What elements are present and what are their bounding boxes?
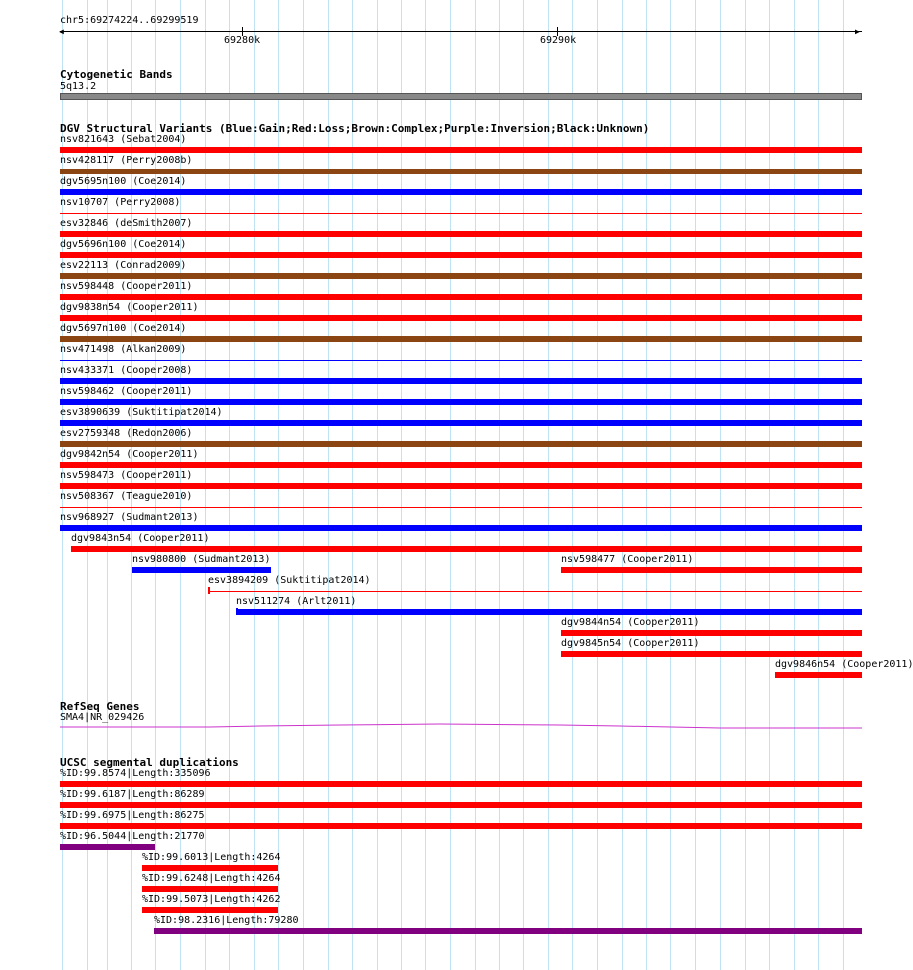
variant-bar[interactable] — [60, 420, 862, 426]
variant-bar[interactable] — [60, 483, 862, 489]
variant-bar[interactable] — [60, 315, 862, 321]
gene-label[interactable]: SMA4|NR_029426 — [60, 712, 145, 723]
variant-label[interactable]: nsv508367 (Teague2010) — [60, 491, 193, 502]
variant-label[interactable]: nsv968927 (Sudmant2013) — [60, 512, 199, 523]
segdup-bar[interactable] — [60, 802, 862, 808]
variant-label[interactable]: dgv9843n54 (Cooper2011) — [71, 533, 210, 544]
variant-label[interactable]: dgv5695n100 (Coe2014) — [60, 176, 187, 187]
variant-bar[interactable] — [132, 567, 271, 573]
variant-bar[interactable] — [60, 525, 862, 531]
locus-label: chr5:69274224..69299519 — [60, 15, 199, 26]
variant-bar[interactable] — [60, 147, 862, 153]
variant-label[interactable]: dgv5696n100 (Coe2014) — [60, 239, 187, 250]
variant-label[interactable]: nsv10707 (Perry2008) — [60, 197, 181, 208]
variant-bar[interactable] — [60, 399, 862, 405]
variant-bar[interactable] — [60, 273, 862, 279]
variant-label[interactable]: nsv980800 (Sudmant2013) — [132, 554, 271, 565]
variant-label[interactable]: esv3894209 (Suktitipat2014) — [208, 575, 371, 586]
variant-bar[interactable] — [60, 231, 862, 237]
variant-label[interactable]: nsv433371 (Cooper2008) — [60, 365, 193, 376]
variant-label[interactable]: dgv9846n54 (Cooper2011) — [775, 659, 913, 670]
track-title-dgv: DGV Structural Variants (Blue:Gain;Red:Loss;Brown:Complex;Purple:Inversion;Black:Unknown) — [60, 122, 650, 135]
variant-bar[interactable] — [208, 591, 862, 592]
variant-label[interactable]: dgv9838n54 (Cooper2011) — [60, 302, 199, 313]
variant-label[interactable]: esv3890639 (Suktitipat2014) — [60, 407, 223, 418]
segdup-label[interactable]: %ID:99.6187|Length:86289 — [60, 789, 205, 800]
track-title-refseq: RefSeq Genes — [60, 700, 140, 713]
variant-label[interactable]: dgv9844n54 (Cooper2011) — [561, 617, 700, 628]
variant-bar[interactable] — [71, 546, 862, 552]
variant-bar[interactable] — [60, 441, 862, 447]
variant-bar[interactable] — [60, 336, 862, 342]
segdup-bar[interactable] — [142, 865, 278, 871]
ruler-axis — [60, 31, 862, 32]
segdup-bar[interactable] — [60, 823, 862, 829]
variant-label[interactable]: dgv9842n54 (Cooper2011) — [60, 449, 199, 460]
cytoband-bar[interactable] — [60, 93, 862, 100]
gene-model[interactable] — [60, 720, 862, 734]
ruler-tick-label: 69290k — [540, 35, 577, 46]
variant-bar-endcap — [236, 608, 238, 615]
variant-bar[interactable] — [561, 567, 862, 573]
variant-label[interactable]: nsv511274 (Arlt2011) — [236, 596, 357, 607]
ruler-right-arrow-icon[interactable]: ▶ — [855, 27, 860, 36]
segdup-bar[interactable] — [60, 844, 155, 850]
variant-bar[interactable] — [561, 651, 862, 657]
segdup-label[interactable]: %ID:99.8574|Length:335096 — [60, 768, 211, 779]
segdup-label[interactable]: %ID:99.6975|Length:86275 — [60, 810, 205, 821]
variant-bar[interactable] — [60, 507, 862, 508]
segdup-label[interactable]: %ID:96.5044|Length:21770 — [60, 831, 205, 842]
variant-bar[interactable] — [236, 609, 862, 615]
variant-label[interactable]: nsv428117 (Perry2008b) — [60, 155, 193, 166]
segdup-label[interactable]: %ID:99.6013|Length:4264 — [142, 852, 281, 863]
ruler-left-arrow-icon[interactable]: ◀ — [59, 27, 64, 36]
variant-label[interactable]: esv2759348 (Redon2006) — [60, 428, 193, 439]
variant-bar[interactable] — [60, 189, 862, 195]
variant-bar[interactable] — [775, 672, 862, 678]
ruler-tick-label: 69280k — [224, 35, 261, 46]
track-title-segdup: UCSC segmental duplications — [60, 756, 239, 769]
track-title-cytobands: Cytogenetic Bands — [60, 68, 173, 81]
segdup-label[interactable]: %ID:99.5073|Length:4262 — [142, 894, 281, 905]
variant-bar[interactable] — [60, 360, 862, 361]
variant-label[interactable]: nsv821643 (Sebat2004) — [60, 134, 187, 145]
variant-label[interactable]: nsv471498 (Alkan2009) — [60, 344, 187, 355]
variant-label[interactable]: dgv9845n54 (Cooper2011) — [561, 638, 700, 649]
variant-bar[interactable] — [60, 169, 862, 174]
variant-bar[interactable] — [60, 213, 862, 214]
variant-label[interactable]: esv22113 (Conrad2009) — [60, 260, 187, 271]
variant-label[interactable]: nsv598462 (Cooper2011) — [60, 386, 193, 397]
variant-bar[interactable] — [60, 462, 862, 468]
variant-bar[interactable] — [60, 252, 862, 258]
segdup-label[interactable]: %ID:98.2316|Length:79280 — [154, 915, 299, 926]
cytoband-label: 5q13.2 — [60, 81, 97, 92]
variant-label[interactable]: esv32846 (deSmith2007) — [60, 218, 193, 229]
variant-bar[interactable] — [60, 294, 862, 300]
segdup-bar[interactable] — [154, 928, 862, 934]
segdup-label[interactable]: %ID:99.6248|Length:4264 — [142, 873, 281, 884]
segdup-bar[interactable] — [142, 886, 278, 892]
segdup-bar[interactable] — [60, 781, 862, 787]
variant-label[interactable]: nsv598477 (Cooper2011) — [561, 554, 694, 565]
segdup-bar[interactable] — [142, 907, 278, 913]
variant-bar[interactable] — [561, 630, 862, 636]
variant-bar[interactable] — [60, 378, 862, 384]
variant-label[interactable]: dgv5697n100 (Coe2014) — [60, 323, 187, 334]
variant-label[interactable]: nsv598448 (Cooper2011) — [60, 281, 193, 292]
variant-label[interactable]: nsv598473 (Cooper2011) — [60, 470, 193, 481]
variant-bar-endcap — [208, 587, 210, 594]
